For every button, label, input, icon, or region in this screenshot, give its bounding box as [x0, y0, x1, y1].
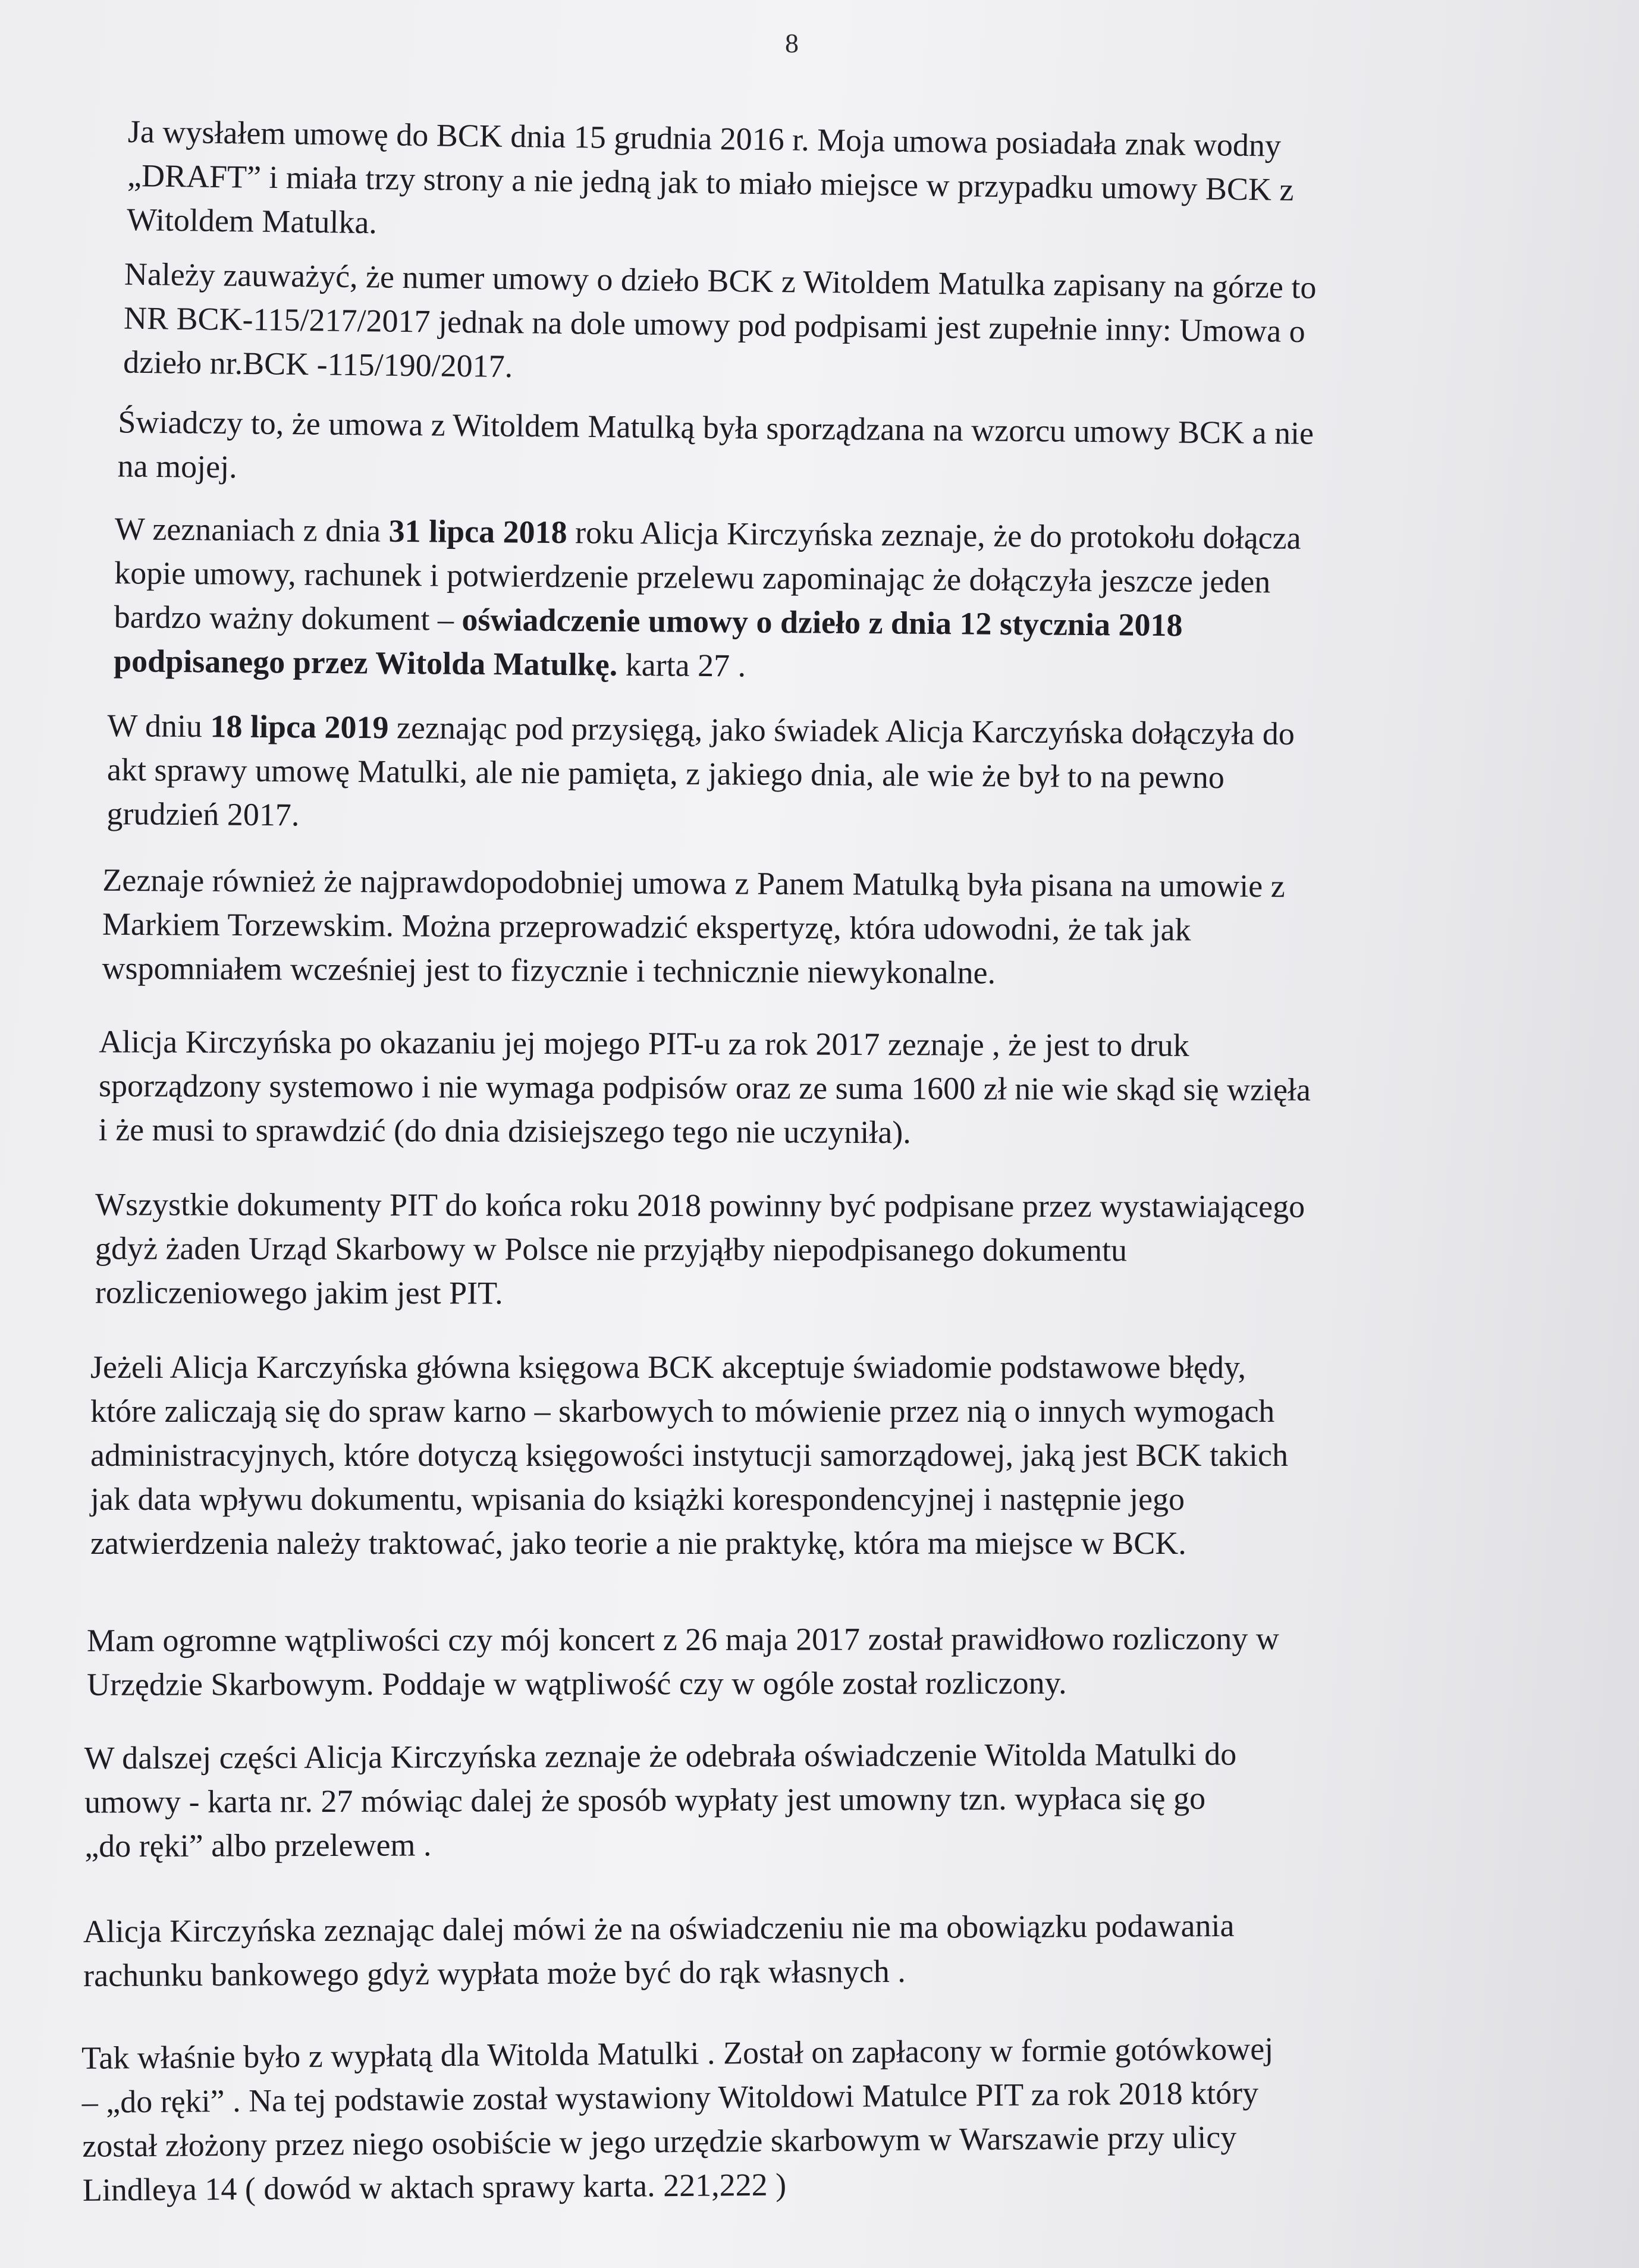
text-line	[95, 1226, 1305, 1273]
bold-text: podpisanego przez Witolda Matulkę.	[113, 643, 618, 683]
text-line	[90, 1389, 1288, 1433]
text-run: Należy zauważyć, że numer umowy o dzieło BCK z Witoldem Matulka zapisany na górze to	[124, 256, 1317, 306]
text-run: został złożony przez niego osobiście w jego urzędzie skarbowym w Warszawie przy ulicy	[82, 2119, 1237, 2164]
text-run: bardzo ważny dokument –	[114, 599, 462, 637]
text-run: jak data wpływu dokumentu, wpisania do książki korespondencyjnej i następnie jego	[90, 1481, 1185, 1517]
paragraph-2	[123, 252, 1317, 398]
paragraph-4	[114, 507, 1301, 692]
text-run: zatwierdzenia należy traktować, jako teorie a nie praktykę, która ma miejsce w BCK.	[90, 1525, 1186, 1561]
paragraph-7	[99, 1019, 1311, 1155]
text-line	[83, 2159, 1275, 2212]
text-line	[102, 946, 1285, 996]
text-run: Tak właśnie było z wypłatą dla Witolda Matulki . Został on zapłacony w formie gotówkowej	[81, 2031, 1274, 2076]
text-run: rachunku bankowego gdyż wypłata może być do rąk własnych .	[83, 1953, 906, 1994]
bold-text: oświadczenie umowy o dzieło z dnia 12 stycznia 2018	[461, 601, 1183, 643]
text-run: na mojej.	[117, 448, 237, 485]
text-line	[90, 1345, 1288, 1389]
text-line	[83, 1903, 1235, 1953]
text-line	[90, 1477, 1288, 1521]
text-run: sporządzony systemowo i nie wymaga podpisów oraz ze suma 1600 zł nie wie skąd się wzięła	[98, 1067, 1311, 1108]
text-run: Świadczy to, że umowa z Witoldem Matulką była sporządzana na wzorcu umowy BCK a nie	[118, 404, 1314, 451]
text-line	[83, 1947, 1235, 1997]
text-line	[102, 902, 1285, 952]
text-run: akt sprawy umowę Matulki, ale nie pamięta, z jakiego dnia, ale wie że był to na pewno	[106, 752, 1225, 796]
text-line	[107, 703, 1295, 756]
text-run: umowy - karta nr. 27 mówiąc dalej że sposób wypłaty jest umowny tzn. wypłaca się go	[84, 1780, 1206, 1820]
paragraph-9	[90, 1345, 1288, 1565]
text-line	[95, 1182, 1305, 1229]
text-run: administracyjnych, które dotyczą księgowości instytucji samorządowej, jaką jest BCK takich	[90, 1437, 1288, 1473]
paragraph-8	[95, 1182, 1305, 1317]
paragraph-11	[84, 1732, 1237, 1868]
paragraph-5	[106, 703, 1295, 844]
text-run: Alicja Kirczyńska po okazaniu jej mojego PIT-u za rok 2017 zeznaje , że jest to druk	[99, 1023, 1189, 1063]
text-run: – „do ręki” . Na tej podstawie został wystawiony Witoldowi Matulce PIT za rok 2018 który	[81, 2075, 1259, 2120]
text-line	[95, 1270, 1305, 1317]
text-run: i że musi to sprawdzić (do dnia dzisiejszego tego nie uczyniła).	[98, 1111, 911, 1151]
page-number: 8	[785, 28, 799, 58]
text-run: wspomniałem wcześniej jest to fizycznie i technicznie niewykonalne.	[102, 950, 996, 991]
text-line	[107, 747, 1295, 800]
text-run: „DRAFT” i miała trzy strony a nie jedną jak to miało miejsce w przypadku umowy BCK z	[127, 158, 1294, 208]
text-line	[84, 1776, 1237, 1824]
text-line	[106, 791, 1294, 844]
text-line	[87, 1660, 1279, 1706]
text-run: NR BCK-115/217/2017 jednak na dole umowy pod podpisami jest zupełnie inny: Umowa o	[123, 300, 1306, 350]
text-run: Jeżeli Alicja Karczyńska główna księgowa BCK akceptuje świadomie podstawowe błędy,	[90, 1349, 1246, 1385]
paragraph-3	[117, 400, 1314, 499]
text-line	[114, 639, 1300, 692]
text-line	[99, 1019, 1311, 1067]
text-run: roku Alicja Kirczyńska zeznaje, że do protokołu dołącza	[567, 514, 1301, 556]
text-line	[90, 1521, 1288, 1565]
text-run: zeznając pod przysięgą, jako świadek Alicja Karczyńska dołączyła do	[388, 709, 1295, 752]
text-run: Zeznaje również że najprawdopodobniej umowa z Panem Matulką była pisana na umowie z	[102, 862, 1285, 904]
text-run: dzieło nr.BCK -115/190/2017.	[123, 344, 513, 385]
text-run: rozliczeniowego jakim jest PIT.	[95, 1274, 503, 1311]
text-run: W dniu	[107, 708, 211, 745]
text-run: grudzień 2017.	[106, 796, 300, 833]
text-run: Markiem Torzewskim. Można przeprowadzić ekspertyzę, która udowodni, że tak jak	[102, 906, 1191, 948]
paragraph-13	[81, 2027, 1274, 2212]
text-run: W zeznaniach z dnia	[114, 511, 389, 549]
text-run: Ja wysłałem umowę do BCK dnia 15 grudnia 2016 r. Moja umowa posiadała znak wodny	[127, 114, 1282, 164]
text-line	[99, 1107, 1311, 1155]
bold-text: 31 lipca 2018	[388, 513, 567, 551]
text-run: które zaliczają się do spraw karno – skarbowych to mówienie przez nią o innych wymogach	[90, 1393, 1275, 1429]
text-run: gdyż żaden Urząd Skarbowy w Polsce nie przyjąłby niepodpisanego dokumentu	[95, 1230, 1128, 1268]
paragraph-10	[87, 1616, 1279, 1706]
text-run: Mam ogromne wątpliwości czy mój koncert z 26 maja 2017 został prawidłowo rozliczony w	[86, 1620, 1279, 1658]
text-line	[82, 2115, 1274, 2168]
text-run: Urzędzie Skarbowym. Poddaje w wątpliwość czy w ogóle został rozliczony.	[87, 1664, 1067, 1702]
paragraph-1	[127, 109, 1295, 256]
text-line	[84, 1820, 1237, 1868]
text-run: W dalszej części Alicja Kirczyńska zeznaje że odebrała oświadczenie Witolda Matulki do	[84, 1736, 1237, 1776]
text-run: „do ręki” albo przelewem .	[84, 1827, 432, 1864]
text-run: Alicja Kirczyńska zeznając dalej mówi że na oświadczeniu nie ma obowiązku podawania	[83, 1907, 1235, 1950]
text-run: karta 27 .	[617, 646, 746, 684]
paragraph-6	[102, 858, 1285, 996]
text-run: Lindleya 14 ( dowód w aktach sprawy karta. 221,222 )	[82, 2166, 787, 2208]
text-line	[102, 858, 1285, 908]
text-run: Wszystkie dokumenty PIT do końca roku 2018 powinny być podpisane przez wystawiającego	[95, 1186, 1305, 1224]
text-line	[84, 1732, 1237, 1780]
paragraph-12	[83, 1903, 1235, 1997]
text-run: Witoldem Matulka.	[126, 202, 378, 241]
bold-text: 18 lipca 2019	[210, 708, 389, 746]
text-run: kopie umowy, rachunek i potwierdzenie przelewu zapominając że dołączyła jeszcze jeden	[114, 555, 1271, 600]
text-line	[90, 1433, 1288, 1477]
text-line	[99, 1063, 1311, 1111]
text-line	[87, 1616, 1279, 1662]
